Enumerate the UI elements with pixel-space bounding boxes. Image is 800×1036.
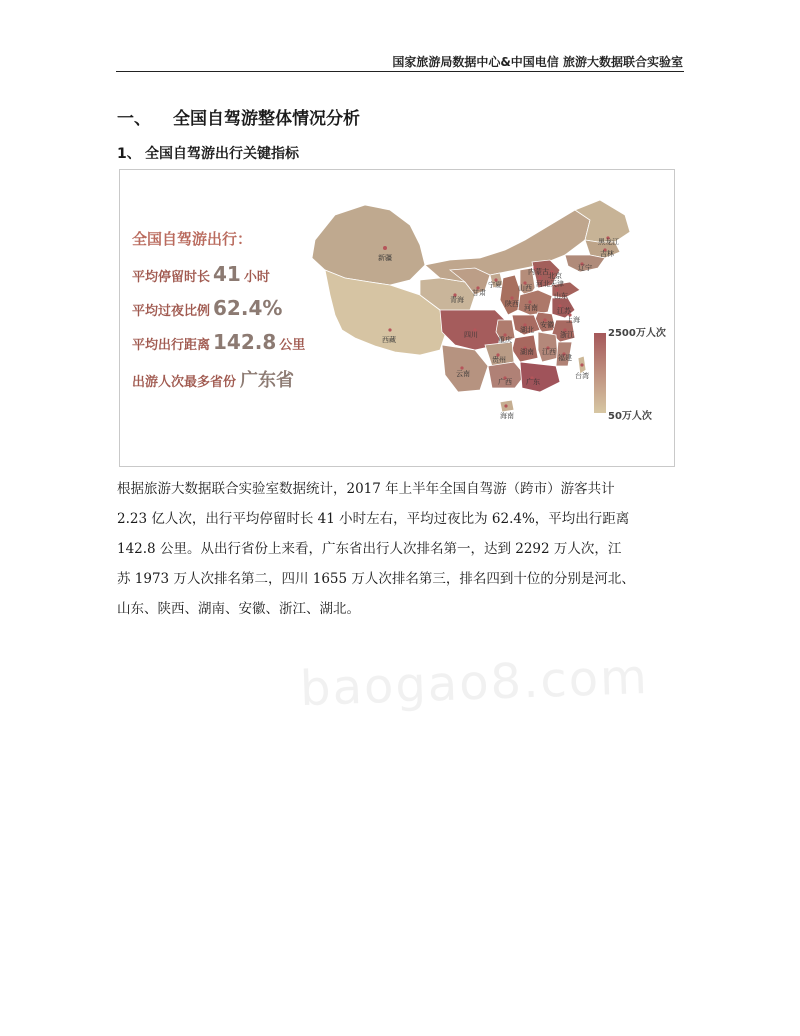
subsection-title-text: 全国自驾游出行关键指标 bbox=[145, 146, 299, 162]
section-title bbox=[117, 104, 360, 129]
body-line: 山东、陕西、湖南、安徽、浙江、湖北。 bbox=[117, 601, 360, 617]
section-title-text: 全国自驾游整体情况分析 bbox=[173, 109, 360, 129]
label-hunan: 湖南 bbox=[520, 348, 534, 356]
label-hebei: 河北 bbox=[536, 280, 550, 288]
label-ningxia: 宁夏 bbox=[488, 281, 502, 289]
label-anhui: 安徽 bbox=[540, 321, 554, 329]
label-taiwan: 台湾 bbox=[575, 372, 589, 380]
label-jilin: 吉林 bbox=[600, 250, 614, 258]
label-qinghai: 青海 bbox=[450, 296, 464, 304]
label-yunnan: 云南 bbox=[456, 370, 470, 378]
legend-max-label: 2500万人次 bbox=[608, 328, 666, 339]
label-guizhou: 贵州 bbox=[492, 356, 506, 364]
stat-top-province bbox=[132, 366, 294, 392]
stat-avg-stay-value: 41 bbox=[213, 262, 241, 286]
map-region-yunnan bbox=[442, 345, 488, 392]
stat-overnight-ratio-value: 62.4% bbox=[213, 296, 283, 320]
stats-heading: 全国自驾游出行： bbox=[132, 230, 253, 248]
stat-avg-distance bbox=[132, 330, 305, 354]
section-number: 一、 bbox=[117, 109, 151, 129]
body-line: 根据旅游大数据联合实验室数据统计，2017 年上半年全国自驾游（跨市）游客共计 bbox=[117, 481, 615, 497]
stat-avg-distance-label: 平均出行距离 bbox=[132, 338, 211, 353]
legend-min-label: 50万人次 bbox=[608, 411, 652, 422]
label-henan: 河南 bbox=[524, 304, 538, 312]
label-liaoning: 辽宁 bbox=[578, 264, 592, 272]
stat-avg-distance-unit: 公里 bbox=[279, 338, 306, 353]
stat-top-province-label: 出游人次最多省份 bbox=[132, 375, 237, 390]
label-shaanxi: 陕西 bbox=[505, 300, 519, 308]
label-hubei: 湖北 bbox=[520, 326, 534, 334]
map-region-inner-mongolia bbox=[425, 210, 590, 282]
stat-avg-stay-label: 平均停留时长 bbox=[132, 270, 211, 285]
watermark: baogao8.com bbox=[299, 648, 650, 718]
label-tibet: 西藏 bbox=[382, 336, 396, 344]
label-zhejiang: 浙江 bbox=[560, 331, 574, 339]
body-line: 2.23 亿人次，出行平均停留时长 41 小时左右，平均过夜比为 62.4%，平均出行距离 bbox=[117, 511, 630, 527]
label-tianjin: 天津 bbox=[550, 280, 564, 288]
label-jiangxi: 江西 bbox=[542, 348, 556, 356]
stat-overnight-ratio-label: 平均过夜比例 bbox=[132, 304, 211, 319]
label-guangdong: 广东 bbox=[526, 378, 540, 386]
figure-infographic bbox=[119, 169, 675, 467]
label-shanghai: 上海 bbox=[566, 316, 580, 324]
body-line: 142.8 公里。从出行省份上来看，广东省出行人次排名第一，达到 2292 万人次，江 bbox=[117, 541, 622, 557]
label-guangxi: 广西 bbox=[498, 378, 512, 386]
stat-overnight-ratio bbox=[132, 296, 285, 320]
header-org-text: 国家旅游局数据中心&中国电信 旅游大数据联合实验室 bbox=[392, 55, 683, 69]
map-region-shaanxi bbox=[500, 275, 520, 315]
label-fujian: 福建 bbox=[558, 354, 572, 362]
label-inner-mongolia: 内蒙古 bbox=[528, 268, 549, 276]
body-paragraph bbox=[117, 474, 683, 624]
subsection-number: 1、 bbox=[117, 146, 141, 162]
label-hainan: 海南 bbox=[500, 412, 514, 420]
label-heilongjiang: 黑龙江 bbox=[598, 238, 619, 246]
label-xinjiang: 新疆 bbox=[378, 254, 392, 262]
label-beijing: 北京 bbox=[548, 272, 562, 280]
label-shandong: 山东 bbox=[554, 292, 568, 300]
stat-avg-stay-unit: 小时 bbox=[243, 270, 270, 285]
label-shanxi: 山西 bbox=[518, 284, 532, 292]
body-line: 苏 1973 万人次排名第二，四川 1655 万人次排名第三，排名四到十位的分别是河北、 bbox=[117, 571, 635, 587]
stat-avg-stay bbox=[132, 262, 270, 286]
header-rule bbox=[116, 71, 684, 72]
subsection-title bbox=[117, 143, 299, 163]
label-gansu: 甘肃 bbox=[472, 289, 486, 297]
label-sichuan: 四川 bbox=[464, 331, 478, 339]
map-region-guangdong bbox=[520, 362, 560, 392]
legend-color-bar bbox=[594, 333, 606, 413]
stat-top-province-value: 广东省 bbox=[240, 370, 295, 391]
label-jiangsu: 江苏 bbox=[557, 307, 571, 315]
stat-avg-distance-value: 142.8 bbox=[213, 330, 277, 354]
label-chongqing: 重庆 bbox=[498, 336, 512, 344]
